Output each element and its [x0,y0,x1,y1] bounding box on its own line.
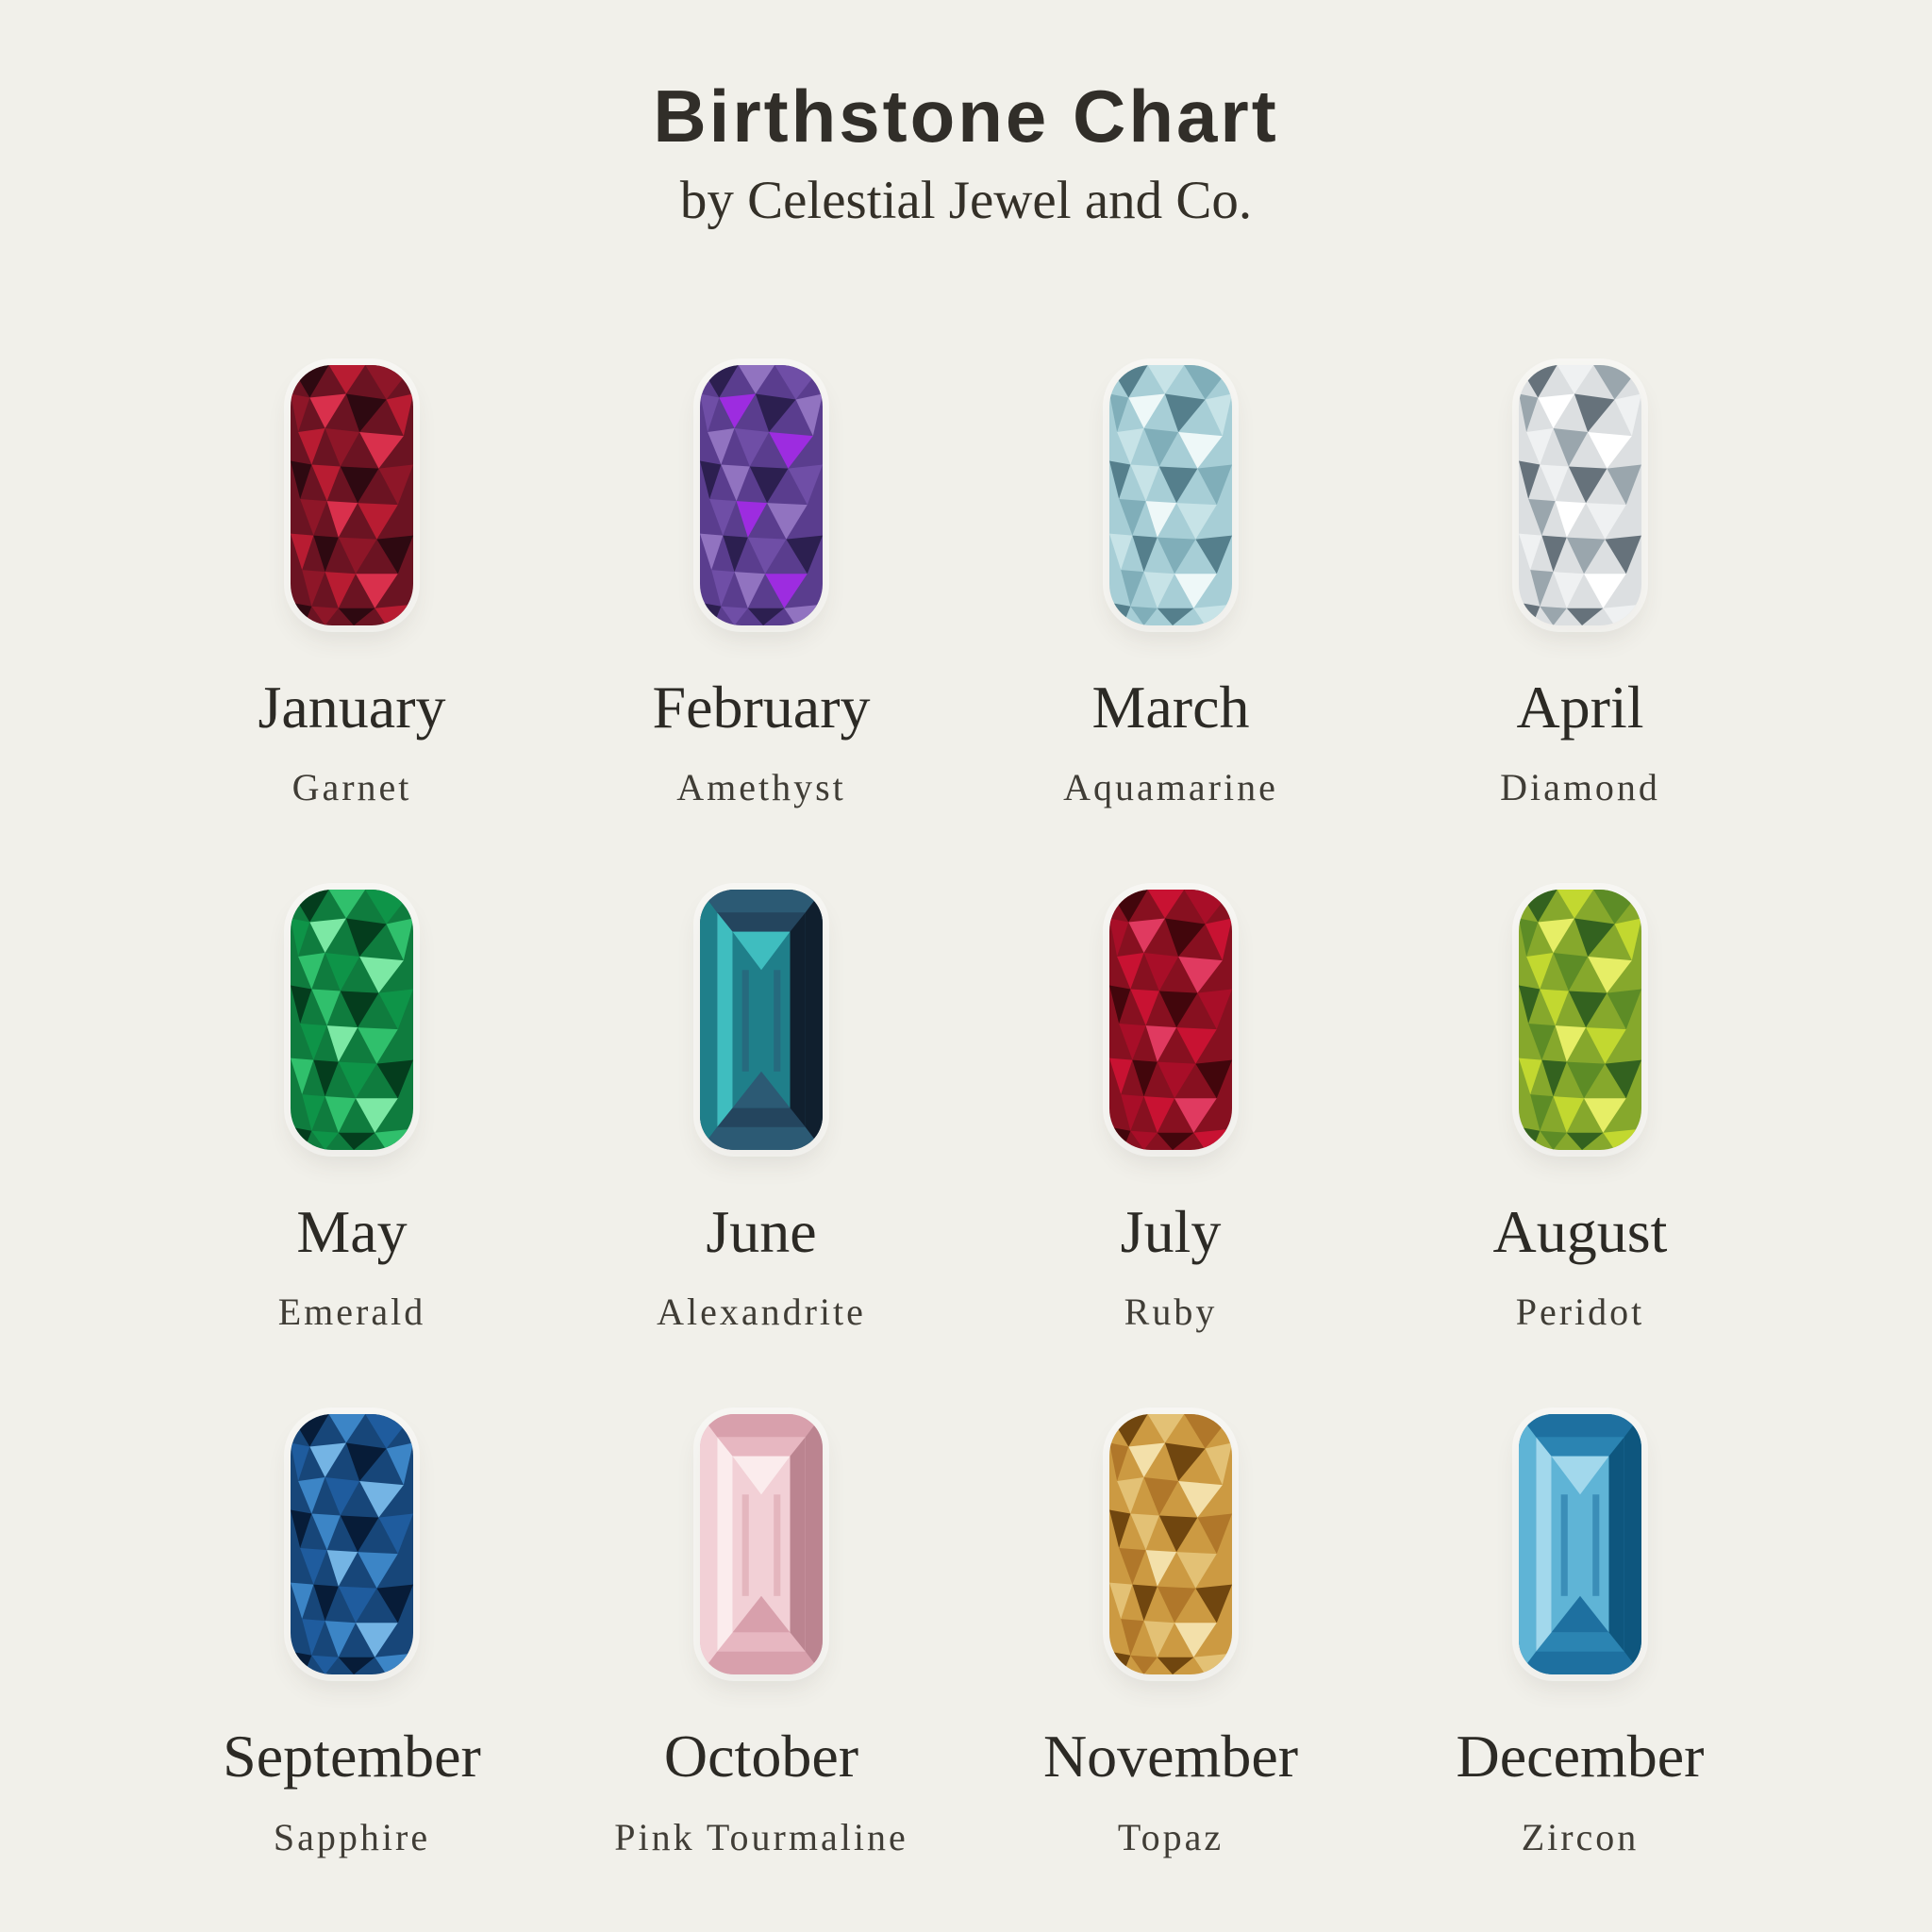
birthstone-cell-november [1043,1414,1298,1857]
amethyst-gem-image [700,365,823,625]
stone-label-diamond: Diamond [1500,766,1660,809]
stone-label-pink-tourmaline: Pink Tourmaline [614,1815,908,1858]
month-label-november: November [1042,1723,1299,1790]
birthstone-cell-february [652,365,870,808]
month-label-december: December [1456,1723,1705,1790]
birthstone-cell-october [614,1414,908,1857]
birthstone-cell-january [258,365,445,808]
ruby-gem-image [1109,890,1232,1150]
stone-label-zircon: Zircon [1521,1815,1640,1858]
stone-label-amethyst: Amethyst [676,766,846,809]
stone-label-alexandrite: Alexandrite [657,1291,866,1334]
stone-label-aquamarine: Aquamarine [1063,766,1278,809]
birthstone-cell-april [1500,365,1660,808]
alexandrite-gem-image [700,890,823,1150]
birthstone-cell-june [657,890,866,1333]
stone-label-emerald: Emerald [277,1291,426,1334]
month-label-april: April [1516,673,1644,741]
birthstone-cell-may [278,890,426,1333]
stone-label-peridot: Peridot [1515,1291,1645,1334]
month-label-january: January [258,673,446,741]
chart-header [0,0,1932,231]
sapphire-gem-image [291,1414,413,1674]
pink-tourmaline-gem-image [700,1414,823,1674]
topaz-gem-image [1109,1414,1232,1674]
month-label-june: June [706,1198,817,1266]
stone-label-topaz: Topaz [1117,1815,1224,1858]
birthstone-cell-august [1493,890,1668,1333]
month-label-august: August [1492,1198,1668,1266]
month-label-march: March [1091,673,1250,741]
diamond-gem-image [1519,365,1641,625]
stone-label-sapphire: Sapphire [273,1815,431,1858]
birthstone-cell-july [1109,890,1232,1333]
emerald-gem-image [291,890,413,1150]
aquamarine-gem-image [1109,365,1232,625]
zircon-gem-image [1519,1414,1641,1674]
month-label-september: September [223,1723,481,1790]
month-label-february: February [652,673,871,741]
stone-label-ruby: Ruby [1124,1291,1218,1334]
stone-label-garnet: Garnet [291,766,412,809]
birthstone-cell-september [223,1414,481,1857]
birthstone-grid [147,365,1785,1858]
garnet-gem-image [291,365,413,625]
month-label-october: October [663,1723,859,1790]
birthstone-cell-march [1063,365,1278,808]
birthstone-cell-december [1457,1414,1705,1857]
chart-subtitle: by Celestial Jewel and Co. [679,171,1253,230]
month-label-july: July [1120,1198,1222,1266]
chart-title: Birthstone Chart [653,75,1279,158]
month-label-may: May [296,1198,408,1266]
peridot-gem-image [1519,890,1641,1150]
